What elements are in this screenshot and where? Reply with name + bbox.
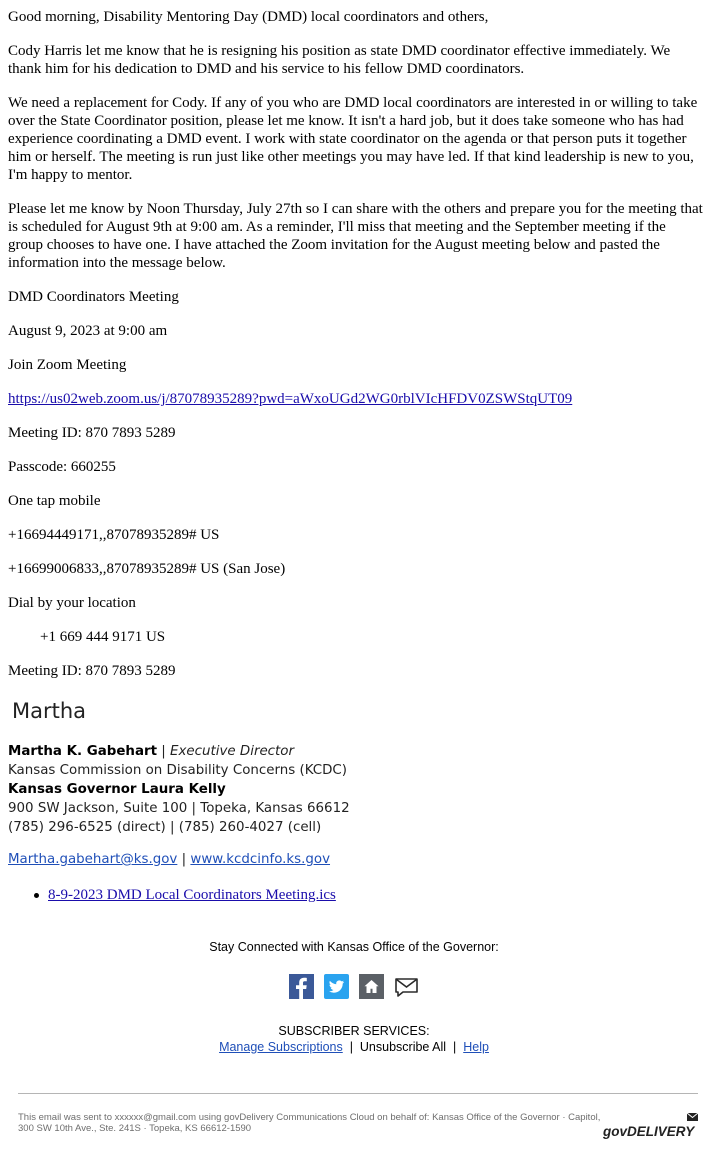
meeting-id-repeat: Meeting ID: 870 7893 5289 xyxy=(8,663,176,679)
govdelivery-logo-text: govDELIVERY xyxy=(603,1124,695,1139)
footer-divider xyxy=(18,1093,698,1094)
join-zoom-label: Join Zoom Meeting xyxy=(8,357,127,373)
manage-subscriptions-link[interactable]: Manage Subscriptions xyxy=(219,1040,343,1054)
facebook-icon[interactable] xyxy=(289,974,314,999)
signature-email-link[interactable]: Martha.gabehart@ks.gov xyxy=(8,852,178,867)
stay-connected-text: Stay Connected with Kansas Office of the Governor: xyxy=(209,940,499,954)
signature-phones: (785) 296-6525 (direct) | (785) 260-4027 (cell) xyxy=(8,820,322,835)
greeting: Good morning, Disability Mentoring Day (DMD) local coordinators and others, xyxy=(8,9,489,25)
zoom-link[interactable]: https://us02web.zoom.us/j/87078935289?pwd=aWxoUGd2WG0rblVIcHFDV0ZSWStqUT09 xyxy=(8,391,573,407)
twitter-icon[interactable] xyxy=(324,974,349,999)
home-icon[interactable] xyxy=(359,974,384,999)
signature-address: 900 SW Jackson, Suite 100 | Topeka, Kansas 66612 xyxy=(8,801,350,816)
one-tap-number-2: +16699006833,,87078935289# US (San Jose) xyxy=(8,561,286,577)
signature-full-name: Martha K. Gabehart xyxy=(8,744,157,759)
paragraph-resignation: Cody Harris let me know that he is resigning his position as state DMD coordinator effective immediately. We thank him for his dedication to DMD and his service to his fellow DMD coordinators. xyxy=(8,43,671,77)
signature-governor: Kansas Governor Laura Kelly xyxy=(8,782,226,797)
dial-number: +1 669 444 9171 US xyxy=(40,629,166,645)
social-icons xyxy=(0,974,708,999)
footer-note: This email was sent to xxxxxx@gmail.com using govDelivery Communications Cloud on behalf of: Kansas Office of the Governor · Capitol, 300 SW 10th Ave., Ste. 241S · Topeka, KS 66612-1590 xyxy=(18,1112,601,1134)
unsubscribe-all-text[interactable]: Unsubscribe All xyxy=(359,1040,447,1054)
help-link[interactable]: Help xyxy=(463,1040,489,1054)
one-tap-label: One tap mobile xyxy=(8,493,101,509)
one-tap-number-1: +16694449171,,87078935289# US xyxy=(8,527,220,543)
signature-org: Kansas Commission on Disability Concerns (KCDC) xyxy=(8,763,347,778)
signature-links xyxy=(8,852,330,867)
govdelivery-logo xyxy=(603,1112,699,1140)
subscriber-separator-2: | xyxy=(453,1040,457,1054)
email-envelope-icon[interactable] xyxy=(394,974,419,999)
meeting-id: Meeting ID: 870 7893 5289 xyxy=(8,425,176,441)
email-body xyxy=(8,8,704,696)
meeting-datetime: August 9, 2023 at 9:00 am xyxy=(8,323,168,339)
signature-link-separator: | xyxy=(181,852,187,867)
subscriber-links xyxy=(0,1040,708,1054)
signature-website-link[interactable]: www.kcdcinfo.ks.gov xyxy=(190,852,331,867)
dial-by-location-label: Dial by your location xyxy=(8,595,136,611)
attachment-item xyxy=(48,886,336,904)
subscriber-separator-1: | xyxy=(349,1040,353,1054)
subscriber-services-title: SUBSCRIBER SERVICES: xyxy=(278,1024,430,1038)
signature-separator: | xyxy=(161,744,166,759)
logo-envelope-icon xyxy=(687,1113,698,1121)
meeting-title: DMD Coordinators Meeting xyxy=(8,289,179,305)
attachment-list xyxy=(48,886,336,904)
paragraph-deadline: Please let me know by Noon Thursday, July 27th so I can share with the others and prepare you for the meeting that is scheduled for August 9th at 9:00 am. As a reminder, I'll miss that meeting and the September meeting if the group chooses to have one. I have attached the Zoom invitation for the August meeting below and pasted the information into the message below. xyxy=(8,201,703,271)
attachment-link[interactable]: 8-9-2023 DMD Local Coordinators Meeting.ics xyxy=(48,887,336,903)
passcode: Passcode: 660255 xyxy=(8,459,116,475)
signature-title: Executive Director xyxy=(170,744,294,759)
signature-block xyxy=(8,742,350,837)
signature-first-name: Martha xyxy=(12,699,87,723)
paragraph-replacement: We need a replacement for Cody. If any of you who are DMD local coordinators are interested in or willing to take over the State Coordinator position, please let me know. It isn't a hard job, but it does take someone who has had experience coordinating a DMD event. I work with state coordinator on the agenda or that person puts it together him or herself. The meeting is run just like other meetings you may have led. If that kind leadership is new to you, I'm happy to mentor. xyxy=(8,95,698,183)
